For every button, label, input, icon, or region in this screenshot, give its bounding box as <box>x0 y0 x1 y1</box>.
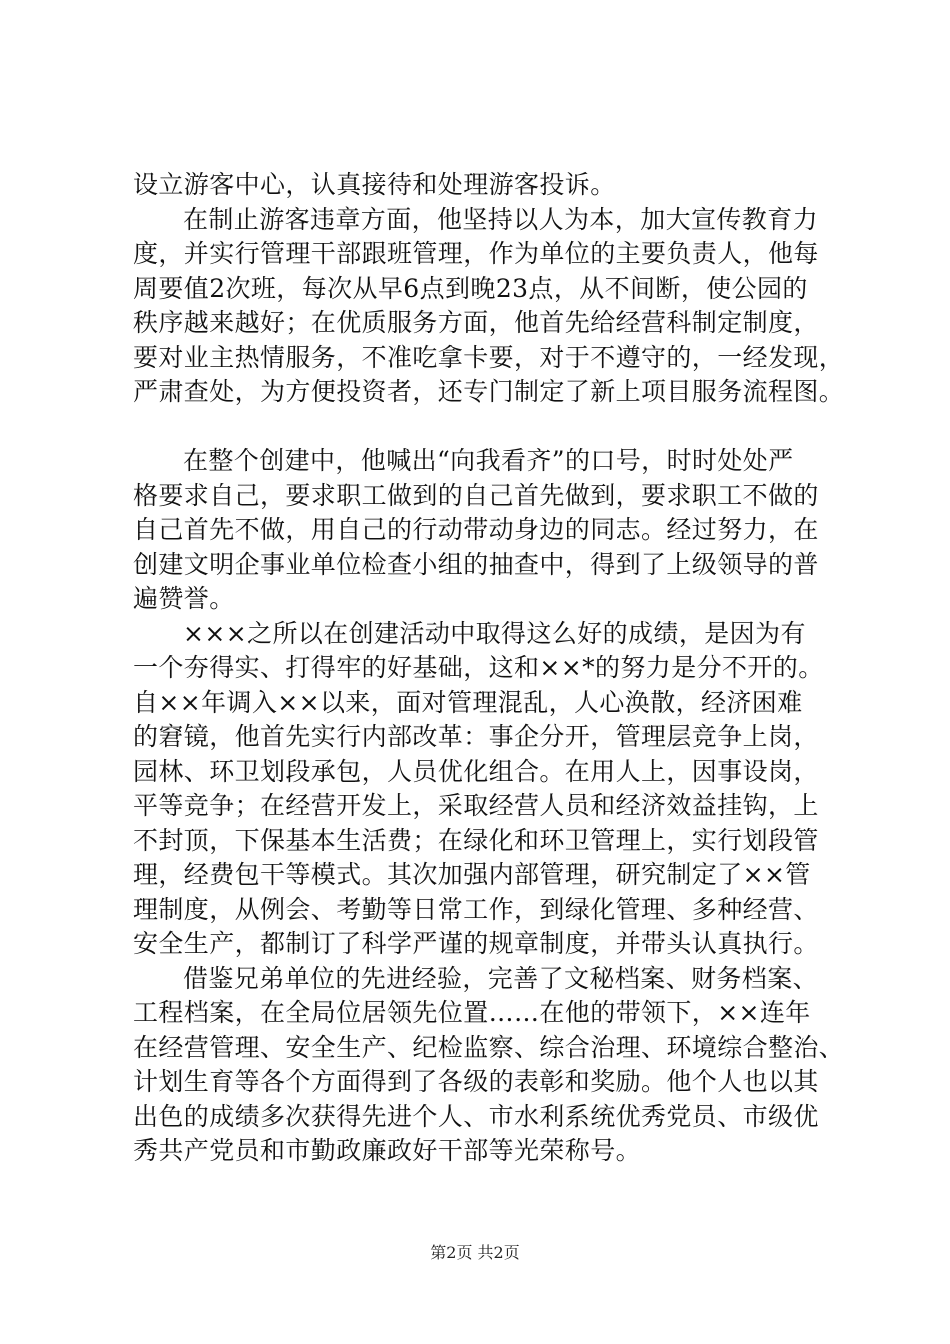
page-number: 第2页 共2页 <box>430 1243 520 1262</box>
text-line: 园林、环卫划段承包，人员优化组合。在用人上，因事设岗， <box>133 756 819 786</box>
text-line: 在经营管理、安全生产、纪检监察、综合治理、环境综合整治、 <box>133 1032 845 1062</box>
text-line: 一个夯得实、打得牢的好基础，这和××*的努力是分不开的。 <box>133 653 824 682</box>
text-line: 秀共产党员和市勤政廉政好干部等光荣称号。 <box>133 1136 642 1165</box>
text-line: 理，经费包干等模式。其次加强内部管理，研究制定了××管 <box>133 860 811 889</box>
text-line: 在整个创建中，他喊出“向我看齐”的口号，时时处处严 <box>183 446 794 475</box>
text-line: 周要值2次班，每次从早6点到晚23点，从不间断，使公园的 <box>133 273 808 303</box>
text-line: 安全生产，都制订了科学严谨的规章制度，并带头认真执行。 <box>133 929 819 958</box>
text-line: 不封顶，下保基本生活费；在绿化和环卫管理上，实行划段管 <box>133 825 819 855</box>
text-line: 的窘镜，他首先实行内部改革：事企分开，管理层竞争上岗， <box>133 722 819 751</box>
text-line: 平等竞争；在经营开发上，采取经营人员和经济效益挂钩，上 <box>133 791 819 820</box>
text-line: 理制度，从例会、考勤等日常工作，到绿化管理、多种经营、 <box>133 894 819 924</box>
text-line: 创建文明企事业单位检查小组的抽查中，得到了上级领导的普 <box>133 549 819 579</box>
text-line: 在制止游客违章方面，他坚持以人为本，加大宣传教育力 <box>183 204 819 234</box>
text-line: 度，并实行管理干部跟班管理，作为单位的主要负责人，他每 <box>133 239 819 268</box>
text-line: 秩序越来越好；在优质服务方面，他首先给经营科制定制度， <box>133 308 819 337</box>
text-line: 出色的成绩多次获得先进个人、市水利系统优秀党员、市级优 <box>133 1101 819 1131</box>
text-line: 遍赞誉。 <box>133 584 235 613</box>
text-line: 计划生育等各个方面得到了各级的表彰和奖励。他个人也以其 <box>133 1067 819 1096</box>
text-line: 借鉴兄弟单位的先进经验，完善了文秘档案、财务档案、 <box>183 963 819 993</box>
text-line: ×××之所以在创建活动中取得这么好的成绩，是因为有 <box>183 618 806 648</box>
text-line: 设立游客中心，认真接待和处理游客投诉。 <box>133 170 616 199</box>
text-line: 自××年调入××以来，面对管理混乱，人心涣散，经济困难 <box>133 687 803 717</box>
text-line: 工程档案，在全局位居领先位置……在他的带领下，××连年 <box>133 998 811 1027</box>
paragraph-gap <box>133 410 833 445</box>
text-line: 自己首先不做，用自己的行动带动身边的同志。经过努力，在 <box>133 515 819 544</box>
document-body <box>133 168 845 1169</box>
page-footer <box>0 1240 950 1263</box>
text-line: 严肃查处，为方便投资者，还专门制定了新上项目服务流程图。 <box>133 377 845 406</box>
text-line: 要对业主热情服务，不准吃拿卡要，对于不遵守的，一经发现， <box>133 342 845 372</box>
text-line: 格要求自己，要求职工做到的自己首先做到，要求职工不做的 <box>133 480 819 510</box>
